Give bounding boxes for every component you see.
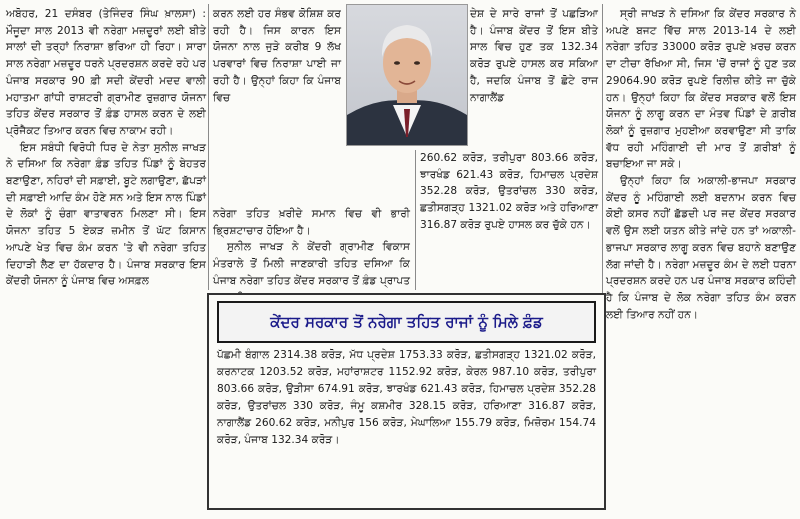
- paragraph: ਉਨ੍ਹਾਂ ਕਿਹਾ ਕਿ ਅਕਾਲੀ-ਭਾਜਪਾ ਸਰਕਾਰ ਕੇਂਦਰ ਨੂੰ ਮਹਿੰਗਾਈ ਲਈ ਬਦਨਾਮ ਕਰਨ ਵਿਚ ਕੋਈ ਕਸਰ ਨਹੀਂ ਛੱਡਦੀ ਪਰ ਜਦ ਕੇਂਦਰ ਸਰਕਾਰ ਵਲੋਂ ਉਸ ਲਈ ਯਤਨ ਕੀਤੇ ਜਾਂਦੇ ਹਨ ਤਾਂ ਅਕਾਲੀ-ਭਾਜਪਾ ਸਰਕਾਰ ਲਾਗੂ ਕਰਨ ਵਿਚ ਬਹਾਨੇ ਬਣਾਉਣ ਲੱਗ ਜਾਂਦੀ ਹੈ। ਨਰੇਗਾ ਮਜ਼ਦੂਰ ਕੰਮ ਦੇ ਲਈ ਧਰਨਾ ਪ੍ਰਦਰਸ਼ਨ ਕਰਦੇ ਹਨ ਪਰ ਪੰਜਾਬ ਸਰਕਾਰ ਕਹਿੰਦੀ ਹੈ ਕਿ ਪੰਜਾਬ ਦੇ ਲੋਕ ਨਰੇਗਾ ਤਹਿਤ ਕੰਮ ਕਰਨ ਲਈ ਤਿਆਰ ਨਹੀਂ ਹਨ।: [606, 175, 796, 321]
- paragraph: ਕਰਨ ਲਈ ਹਰ ਸੰਭਵ ਕੋਸ਼ਿਸ਼ ਕਰ ਰਹੀ ਹੈ। ਜਿਸ ਕਾਰਨ ਇਸ ਯੋਜਨਾ ਨਾਲ ਜੁੜੇ ਕਰੀਬ 9 ਲੱਖ ਪਰਵਾਰਾਂ ਵਿਚ ਨਿਰਾਸ਼ਾ ਪਾਈ ਜਾ ਰਹੀ ਹੈ। ਉਨ੍ਹਾਂ ਕਿਹਾ ਕਿ ਪੰਜਾਬ ਵਿਚ: [213, 8, 341, 104]
- article-column-4: [606, 6, 796, 323]
- fund-box: [207, 293, 606, 510]
- box-body: ਪੱਛਮੀ ਬੰਗਾਲ 2314.38 ਕਰੋੜ, ਮੱਧ ਪ੍ਰਦੇਸ਼ 1753.33 ਕਰੋੜ, ਛਤੀਸਗੜ੍ਹ 1321.02 ਕਰੋੜ, ਕਰਨਾਟਕ 1203.52 ਕਰੋੜ, ਮਹਾਂਰਾਸ਼ਟਰ 1152.92 ਕਰੋੜ, ਕੇਰਲ 987.10 ਕਰੋੜ, ਤਰੀਪੁਰਾ 803.66 ਕਰੋੜ, ਉੜੀਸਾ 674.91 ਕਰੋੜ, ਝਾਰਖੰਡ 621.43 ਕਰੋੜ, ਹਿਮਾਚਲ ਪ੍ਰਦੇਸ਼ 352.28 ਕਰੋੜ, ਉਤਰਾਂਚਲ 330 ਕਰੋੜ, ਜੰਮੂ ਕਸ਼ਮੀਰ 328.15 ਕਰੋੜ, ਹਰਿਆਣਾ 316.87 ਕਰੋੜ, ਨਾਗਾਲੈਂਡ 260.62 ਕਰੋੜ, ਮਨੀਪੁਰ 156 ਕਰੋੜ, ਮੇਘਾਲਿਆ 155.79 ਕਰੋੜ, ਮਿਜ਼ੋਰਮ 154.74 ਕਰੋੜ, ਪੰਜਾਬ 132.34 ਕਰੋੜ।: [217, 349, 596, 446]
- portrait-icon: [347, 5, 467, 145]
- paragraph: 260.62 ਕਰੋੜ, ਤਰੀਪੁਰਾ 803.66 ਕਰੋੜ, ਝਾਰਖੰਡ 621.43 ਕਰੋੜ, ਹਿਮਾਚਲ ਪ੍ਰਦੇਸ਼ 352.28 ਕਰੋੜ, ਉਤਰਾਂਚਲ 330 ਕਰੋੜ, ਛਤੀਸਗੜ੍ਹ 1321.02 ਕਰੋੜ ਅਤੇ ਹਰਿਆਣਾ 316.87 ਕਰੋੜ ਰੁਪਏ ਹਾਸਲ ਕਰ ਚੁੱਕੇ ਹਨ।: [420, 152, 598, 231]
- paragraph: ਸ੍ਰੀ ਜਾਖੜ ਨੇ ਦਸਿਆ ਕਿ ਕੇਂਦਰ ਸਰਕਾਰ ਨੇ ਅਪਣੇ ਬਜਟ ਵਿੱਚ ਸਾਲ 2013-14 ਦੇ ਲਈ ਨਰੇਗਾ ਤਹਿਤ 33000 ਕਰੋੜ ਰੁਪਏ ਖ਼ਰਚ ਕਰਨ ਦਾ ਟੀਚਾ ਰੱਖਿਆ ਸੀ, ਜਿਸ 'ਚੋਂ ਰਾਜਾਂ ਨੂੰ ਹੁਣ ਤਕ 29064.90 ਕਰੋੜ ਰੁਪਏ ਰਿਲੀਜ਼ ਕੀਤੇ ਜਾ ਚੁੱਕੇ ਹਨ। ਉਨ੍ਹਾਂ ਕਿਹਾ ਕਿ ਕੇਂਦਰ ਸਰਕਾਰ ਵਲੋਂ ਇਸ ਯੋਜਨਾ ਨੂੰ ਲਾਗੂ ਕਰਨ ਦਾ ਮੰਤਵ ਪਿੰਡਾਂ ਦੇ ਗ਼ਰੀਬ ਲੋਕਾਂ ਨੂੰ ਰੁਜ਼ਗਾਰ ਮੁਹਈਆ ਕਰਵਾਉਣਾ ਸੀ ਤਾਕਿ ਵੱਧ ਰਹੀ ਮਹਿੰਗਾਈ ਦੀ ਮਾਰ ਤੋਂ ਗ਼ਰੀਬਾਂ ਨੂੰ ਬਚਾਇਆ ਜਾ ਸਕੇ।: [606, 8, 796, 171]
- article-column-3: [470, 6, 598, 106]
- article-column-3-lower: [420, 150, 598, 234]
- paragraph: ਨਰੇਗਾ ਤਹਿਤ ਖ਼ਰੀਦੇ ਸਮਾਨ ਵਿਚ ਵੀ ਭਾਰੀ ਭ੍ਰਿਸ਼ਟਾਚਾਰ ਹੋਇਆ ਹੈ।: [213, 208, 410, 237]
- paragraph: ਦੇਸ਼ ਦੇ ਸਾਰੇ ਰਾਜਾਂ ਤੋਂ ਪਛੜਿਆ ਹੈ। ਪੰਜਾਬ ਕੇਂਦਰ ਤੋਂ ਇਸ ਬੀਤੇ ਸਾਲ ਵਿਚ ਹੁਣ ਤਕ 132.34 ਕਰੋੜ ਰੁਪਏ ਹਾਸਲ ਕਰ ਸਕਿਆ ਹੈ, ਜਦਕਿ ਪੰਜਾਬ ਤੋਂ ਛੋਟੇ ਰਾਜ ਨਾਗਾਲੈਂਡ: [470, 8, 598, 104]
- article-column-2-lower: [213, 206, 410, 306]
- portrait-photo: [346, 4, 468, 146]
- article-column-1: [6, 6, 206, 290]
- article-column-2: [213, 6, 341, 106]
- paragraph: ਸੁਨੀਲ ਜਾਖੜ ਨੇ ਕੇਂਦਰੀ ਗ੍ਰਾਮੀਣ ਵਿਕਾਸ ਮੰਤਰਾਲੇ ਤੋਂ ਮਿਲੀ ਜਾਣਕਾਰੀ ਤਹਿਤ ਦਸਿਆ ਕਿ ਪੰਜਾਬ ਨਰੇਗਾ ਤਹਿਤ ਕੇਂਦਰ ਸਰਕਾਰ ਤੋਂ ਫ਼ੰਡ ਪ੍ਰਾਪਤ: [213, 241, 410, 287]
- paragraph-dateline: ਅਬੋਹਰ, 21 ਦਸੰਬਰ (ਤੇਜਿੰਦਰ ਸਿੰਘ ਖ਼ਾਲਸਾ) : ਮੌਜੂਦਾ ਸਾਲ 2013 ਵੀ ਨਰੇਗਾ ਮਜ਼ਦੂਰਾਂ ਲਈ ਬੀਤੇ ਸਾਲਾਂ ਦੀ ਤਰ੍ਹਾਂ ਨਿਰਾਸ਼ਾ ਭਰਿਆ ਹੀ ਰਿਹਾ। ਸਾਰਾ ਸਾਲ ਨਰੇਗਾ ਮਜ਼ਦੂਰ ਧਰਨੇ ਪ੍ਰਦਰਸ਼ਨ ਕਰਦੇ ਰਹੇ ਪਰ ਪੰਜਾਬ ਸਰਕਾਰ 90 ਫ਼ੀ ਸਦੀ ਕੇਂਦਰੀ ਮਦਦ ਵਾਲੀ ਮਹਾਤਮਾ ਗਾਂਧੀ ਰਾਸ਼ਟਰੀ ਗ੍ਰਾਮੀਣ ਰੁਜ਼ਗਾਰ ਯੋਜਨਾ ਤਹਿਤ ਕੇਂਦਰ ਸਰਕਾਰ ਤੋਂ ਫ਼ੰਡ ਹਾਸਲ ਕਰਨ ਦੇ ਲਈ ਪ੍ਰੋਜੈਕਟ ਤਿਆਰ ਕਰਨ ਵਿਚ ਨਾਕਾਮ ਰਹੀ।: [6, 8, 206, 137]
- paragraph: ਇਸ ਸਬੰਧੀ ਵਿਰੋਧੀ ਧਿਰ ਦੇ ਨੇਤਾ ਸੁਨੀਲ ਜਾਖੜ ਨੇ ਦਸਿਆ ਕਿ ਨਰੇਗਾ ਫ਼ੰਡ ਤਹਿਤ ਪਿੰਡਾਂ ਨੂੰ ਬੇਹਤਰ ਬਣਾਉਣਾ, ਨਹਿਰਾਂ ਦੀ ਸਫ਼ਾਈ, ਬੂਟੇ ਲਗਾਉਣਾ, ਛੱਪੜਾਂ ਦੀ ਸਫ਼ਾਈ ਆਦਿ ਕੰਮ ਹੋਣੇ ਸਨ ਅਤੇ ਇਸ ਨਾਲ ਪਿੰਡਾਂ ਦੇ ਲੋਕਾਂ ਨੂੰ ਚੰਗਾ ਵਾਤਾਵਰਨ ਮਿਲਣਾ ਸੀ। ਇਸ ਯੋਜਨਾ ਤਹਿਤ 5 ਏਕੜ ਜ਼ਮੀਨ ਤੋਂ ਘੱਟ ਕਿਸਾਨ ਆਪਣੇ ਖੇਤ ਵਿਚ ਕੰਮ ਕਰਨ 'ਤੇ ਵੀ ਨਰੇਗਾ ਤਹਿਤ ਦਿਹਾੜੀ ਲੈਣ ਦਾ ਹੱਕਦਾਰ ਹੈ। ਪੰਜਾਬ ਸਰਕਾਰ ਇਸ ਕੇਂਦਰੀ ਯੋਜਨਾ ਨੂੰ ਪੰਜਾਬ ਵਿਚ ਅਸਫ਼ਲ: [6, 141, 206, 288]
- box-headline: ਕੇਂਦਰ ਸਰਕਾਰ ਤੋਂ ਨਰੇਗਾ ਤਹਿਤ ਰਾਜਾਂ ਨੂੰ ਮਿਲੇ ਫ਼ੰਡ: [217, 301, 596, 343]
- column-rule: [415, 150, 416, 290]
- column-rule: [208, 4, 209, 290]
